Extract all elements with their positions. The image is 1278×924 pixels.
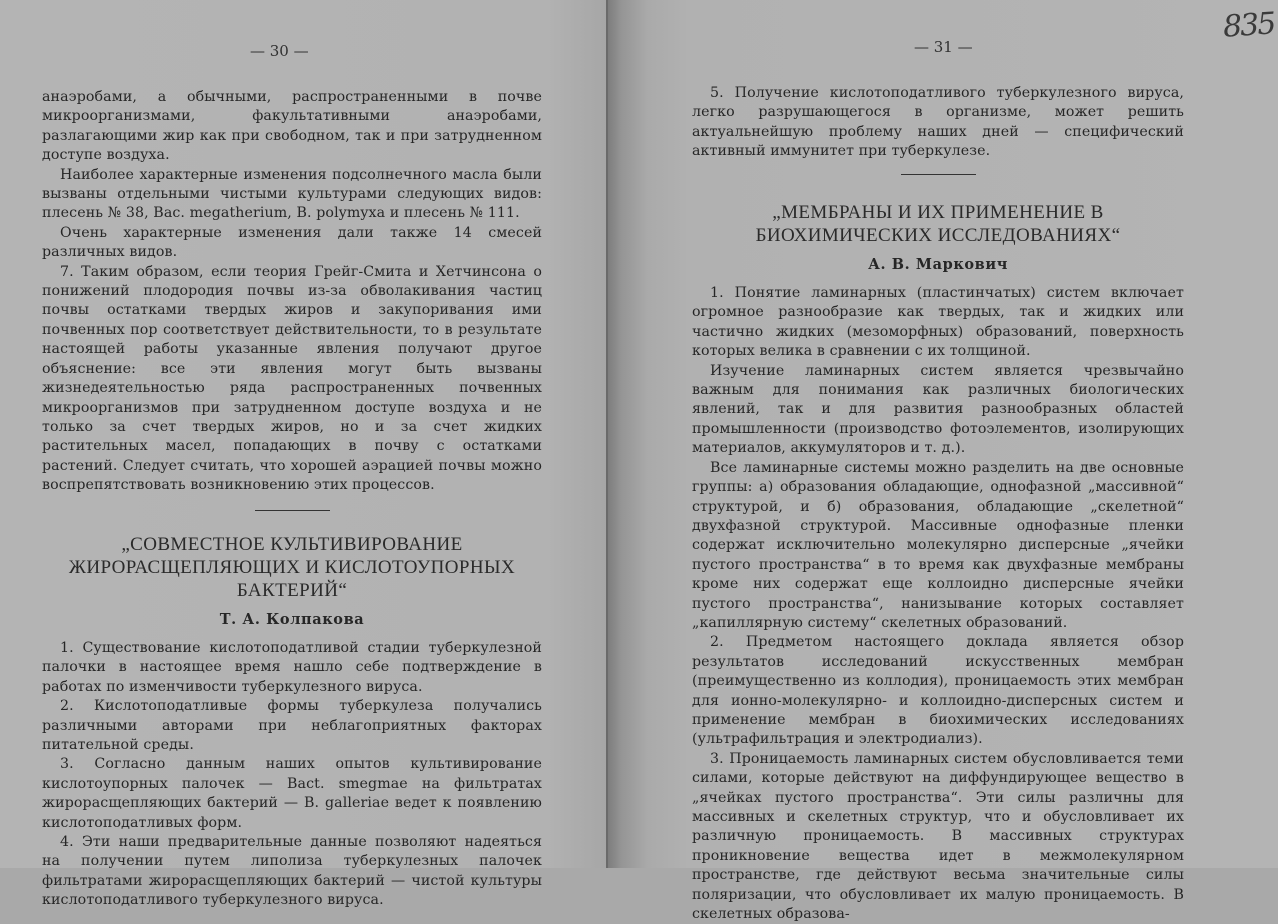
- paragraph: 2. Предметом настоящего доклада является обзор результатов исследований искусственных мембран (преимущественно из коллодия), проницаемость этих мембран для ионно-молекулярно- и коллоидно-дисперсных систем и применение мембран в биохимических исследованиях (ультрафильтрация и электродиализ).: [692, 634, 1184, 748]
- paragraph: Очень характерные изменения дали также 14 смесей различных видов.: [42, 224, 542, 261]
- article-author: Т. А. Колпакова: [219, 610, 365, 628]
- right-page: [608, 0, 1278, 923]
- paragraph: 1. Существование кислотоподатливой стадии туберкулезной палочки в настоящее время нашло себе подтверждение в работах по изменчивости туберкулезного вируса.: [42, 639, 542, 695]
- text-column: [692, 84, 1184, 924]
- paragraph: 7. Таким образом, если теория Грейг-Смита и Хетчинсона о понижений плодородия почвы из-за обволакивания частиц почвы остатками твердых жиров и закупоривания ими почвенных пор соответствует действительности, то в результате настоящей работы указанные явления получают другое объяснение: все эти явления могут быть вызваны жизнедеятельностью ряда распространенных почвенных микроорганизмов при затрудненном доступе воздуха и не только за счет твердых жиров, но и за счет жидких растительных масел, попадающих в почву с остатками растений. Следует считать, что хорошей аэрацией почвы можно воспрепятствовать возникновению этих процессов.: [42, 263, 542, 494]
- page-number: — 31 —: [914, 38, 973, 56]
- paragraph: Изучение ламинарных систем является чрезвычайно важным для понимания как различных биологических явлений, так и для развития разнообразных областей промышленности (производство фотоэлементов, изолирующих материалов, аккумуляторов и т. д.).: [692, 362, 1184, 457]
- paragraph: 1. Понятие ламинарных (пластинчатых) систем включает огромное разнообразие как твердых, так и жидких или частично жидких (мезоморфных) образований, поверхность которых велика в сравнении с их толщиной.: [692, 285, 1184, 360]
- section-divider: [255, 510, 330, 511]
- paragraph: 3. Проницаемость ламинарных систем обусловливается теми силами, которые действуют на диффундирующее вещество в „ячейках пустого пространства“. Эти силы различны для массивных и скелетных структур, что и обусловливает их различную проницаемость. В массивных структурах проникновение вещества идет в межмолекулярном пространстве, где действуют весьма значительные силы поляризации, что обусловливает их малую проницаемость. В скелетных образова-: [692, 750, 1184, 923]
- article-title: „СОВМЕСТНОЕ КУЛЬТИВИРОВАНИЕ ЖИРОРАСЩЕПЛЯЮЩИХ И КИСЛОТОУПОРНЫХ БАКТЕРИЙ“: [68, 533, 516, 601]
- handwritten-mark: 835: [1221, 6, 1276, 45]
- paragraph: Наиболее характерные изменения подсолнечного масла были вызваны отдельными чистыми культурами следующих видов: плесень № 38, Bac. megatherium, B. polymyxa и плесень № 111.: [42, 166, 542, 222]
- page-number: — 30 —: [250, 42, 309, 60]
- article-author: А. В. Маркович: [868, 255, 1008, 273]
- section-divider: [901, 174, 976, 175]
- paragraph: 3. Согласно данным наших опытов культивирование кислотоупорных палочек — Bact. smegmae на фильтратах жирорасщепляющих бактерий — B. galleriae ведет к появлению кислотоподатливых форм.: [42, 756, 542, 831]
- paragraph: 4. Эти наши предварительные данные позволяют надеяться на получении путем липолиза туберкулезных палочек фильтратами жирорасщепляющих бактерий — чистой культуры кислотоподатливого туберкулезного вируса.: [42, 834, 542, 909]
- paragraph: 2. Кислотоподатливые формы туберкулеза получались различными авторами при неблагоприятных факторах питательной среды.: [42, 698, 542, 753]
- paragraph: 5. Получение кислотоподатливого туберкулезного вируса, легко разрушающегося в организме, может решить актуальнейшую проблему наших дней — специфический активный иммунитет при туберкулезе.: [692, 85, 1184, 160]
- article-title: „МЕМБРАНЫ И ИХ ПРИМЕНЕНИЕ В БИОХИМИЧЕСКИХ ИССЛЕДОВАНИЯХ“: [755, 201, 1121, 246]
- left-page: [0, 0, 608, 909]
- text-column: [42, 88, 542, 911]
- paragraph: Все ламинарные системы можно разделить на две основные группы: а) образования обладающие, однофазной „массивной“ структурой, и б) образования, обладающие „скелетной“ двухфазной структурой. Массивные однофазные пленки содержат исключительно молекулярно дисперсные „ячейки пустого пространства“ в то время как двухфазные мембраны кроме них содержат еще коллоидно дисперсные ячейки пустого пространства“, нанизывание которых составляет „капиллярную систему“ скелетных образований.: [692, 459, 1184, 631]
- paragraph: анаэробами, а обычными, распространенными в почве микроорганизмами, факультативными анаэробами, разлагающими жир как при свободном, так и при затрудненном доступе воздуха.: [42, 89, 542, 164]
